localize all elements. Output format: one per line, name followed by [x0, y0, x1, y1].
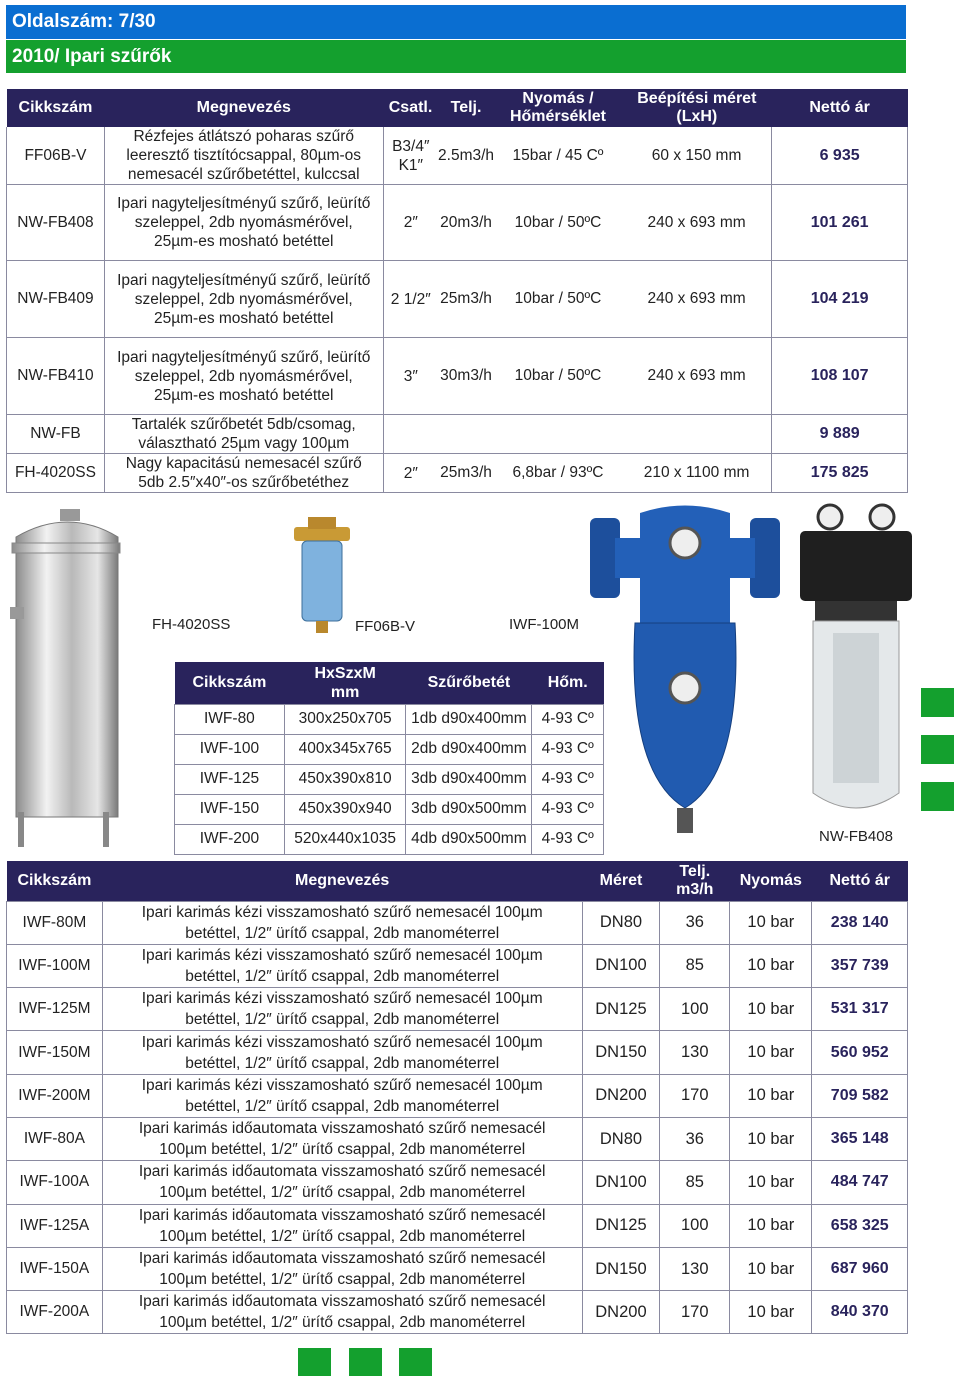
- product-code: IWF-125: [175, 764, 285, 794]
- fh-4020ss-image: [8, 507, 123, 852]
- nominal-size: DN80: [582, 901, 660, 944]
- col-header-code: Cikkszám: [7, 861, 103, 901]
- nominal-size: DN200: [582, 1291, 660, 1334]
- product-name: Ipari karimás időautomata visszamosható szűrő nemesacél 100µm betéttel, 1/2″ ürítő csappal, 2db manométerrel: [102, 1117, 582, 1160]
- pressure: 10 bar: [730, 1117, 812, 1160]
- product-code: IWF-150M: [7, 1031, 103, 1074]
- net-price: 104 219: [772, 261, 908, 338]
- page-number-banner: [6, 5, 906, 39]
- net-price: 560 952: [812, 1031, 908, 1074]
- product-name: Ipari karimás időautomata visszamosható szűrő nemesacél 100µm betéttel, 1/2″ ürítő csappal, 2db manométerrel: [102, 1291, 582, 1334]
- table-row: [7, 1204, 908, 1247]
- product-code: NW-FB410: [7, 338, 105, 415]
- flow-rate: 25m3/h: [438, 261, 494, 338]
- dimensions: 450x390x940: [284, 794, 406, 824]
- table-row: [7, 988, 908, 1031]
- table-row: [7, 1031, 908, 1074]
- install-size: [622, 415, 772, 454]
- iwf-100m-image: [585, 503, 785, 843]
- net-price: 840 370: [812, 1291, 908, 1334]
- iwf-flanged-table: [6, 861, 908, 1334]
- label-fh-4020ss: FH-4020SS: [152, 616, 231, 633]
- pressure-temperature: 15bar / 45 Cº: [494, 127, 622, 185]
- pressure: 10 bar: [730, 901, 812, 944]
- flow-rate: 130: [660, 1247, 730, 1290]
- table-row: [7, 1291, 908, 1334]
- nominal-size: DN100: [582, 1161, 660, 1204]
- iwf-dimensions-table: [174, 662, 604, 855]
- col-header-flow: Telj.: [438, 89, 494, 127]
- filter-insert: 1db d90x400mm: [406, 704, 532, 734]
- table-row: [175, 704, 604, 734]
- table-row: [7, 1074, 908, 1117]
- table-row: [7, 127, 908, 185]
- col-header-price: Nettó ár: [812, 861, 908, 901]
- product-code: FH-4020SS: [7, 454, 105, 493]
- dimensions: 520x440x1035: [284, 824, 406, 854]
- section-title-banner: [6, 40, 906, 73]
- ff06b-v-image: [292, 517, 352, 635]
- col-header-size: Méret: [582, 861, 660, 901]
- product-name: Ipari nagyteljesítményű szűrő, leürítő szeleppel, 2db nyomásmérővel, 25µm-es mosható betéttel: [104, 338, 383, 415]
- decor-square: [921, 688, 954, 717]
- table-row: [175, 824, 604, 854]
- table-row: [7, 185, 908, 261]
- nw-fb408-image: [795, 503, 915, 825]
- product-code: NW-FB409: [7, 261, 105, 338]
- nominal-size: DN80: [582, 1117, 660, 1160]
- product-name: Ipari karimás időautomata visszamosható szűrő nemesacél 100µm betéttel, 1/2″ ürítő csappal, 2db manométerrel: [102, 1247, 582, 1290]
- page-number: Oldalszám: 7/30: [12, 11, 156, 32]
- section-title: 2010/ Ipari szűrők: [12, 46, 172, 67]
- col-header-insert: Szűrőbetét: [406, 662, 532, 704]
- net-price: 709 582: [812, 1074, 908, 1117]
- product-code: IWF-100M: [7, 944, 103, 987]
- table-row: [7, 338, 908, 415]
- nominal-size: DN200: [582, 1074, 660, 1117]
- pressure: 10 bar: [730, 944, 812, 987]
- filter-insert: 3db d90x400mm: [406, 764, 532, 794]
- flow-rate: 85: [660, 1161, 730, 1204]
- net-price: 6 935: [772, 127, 908, 185]
- product-code: NW-FB: [7, 415, 105, 454]
- col-header-pressure: Nyomás: [730, 861, 812, 901]
- table-row: [175, 764, 604, 794]
- flow-rate: 100: [660, 988, 730, 1031]
- product-name: Ipari karimás kézi visszamosható szűrő nemesacél 100µm betéttel, 1/2″ ürítő csappal, 2db manométerrel: [102, 901, 582, 944]
- flow-rate: 2.5m3/h: [438, 127, 494, 185]
- table-row: [7, 454, 908, 493]
- flow-rate: 25m3/h: [438, 454, 494, 493]
- product-name: Ipari karimás kézi visszamosható szűrő nemesacél 100µm betéttel, 1/2″ ürítő csappal, 2db manométerrel: [102, 1074, 582, 1117]
- net-price: 357 739: [812, 944, 908, 987]
- table-row: [7, 415, 908, 454]
- product-code: IWF-125M: [7, 988, 103, 1031]
- table-row: [7, 261, 908, 338]
- label-ff06b-v: FF06B-V: [355, 618, 416, 635]
- pressure: 10 bar: [730, 1161, 812, 1204]
- net-price: 658 325: [812, 1204, 908, 1247]
- flow-rate: 170: [660, 1291, 730, 1334]
- dimensions: 400x345x765: [284, 734, 406, 764]
- col-header-pressure: Nyomás / Hőmérséklet: [494, 89, 622, 127]
- flow-rate: [438, 415, 494, 454]
- decor-square: [921, 735, 954, 764]
- decor-square: [921, 782, 954, 811]
- product-name: Ipari karimás kézi visszamosható szűrő nemesacél 100µm betéttel, 1/2″ ürítő csappal, 2db manométerrel: [102, 944, 582, 987]
- decor-square: [399, 1348, 432, 1376]
- product-code: IWF-150: [175, 794, 285, 824]
- col-header-name: Megnevezés: [104, 89, 383, 127]
- product-code: IWF-200M: [7, 1074, 103, 1117]
- pressure: 10 bar: [730, 1247, 812, 1290]
- product-name: Ipari karimás időautomata visszamosható szűrő nemesacél 100µm betéttel, 1/2″ ürítő csappal, 2db manométerrel: [102, 1161, 582, 1204]
- table-row: [7, 944, 908, 987]
- flow-rate: 36: [660, 901, 730, 944]
- install-size: 240 x 693 mm: [622, 261, 772, 338]
- temperature: 4-93 Cº: [532, 794, 604, 824]
- install-size: 210 x 1100 mm: [622, 454, 772, 493]
- connection: B3/4″ K1″: [383, 127, 438, 185]
- col-header-dimensions: HxSzxM mm: [284, 662, 406, 704]
- connection: 2″: [383, 185, 438, 261]
- product-code: IWF-100A: [7, 1161, 103, 1204]
- net-price: 238 140: [812, 901, 908, 944]
- product-code: NW-FB408: [7, 185, 105, 261]
- product-code: FF06B-V: [7, 127, 105, 185]
- dimensions: 450x390x810: [284, 764, 406, 794]
- dimensions: 300x250x705: [284, 704, 406, 734]
- pressure: 10 bar: [730, 1074, 812, 1117]
- product-name: Ipari nagyteljesítményű szűrő, leürítő szeleppel, 2db nyomásmérővel, 25µm-es mosható betéttel: [104, 185, 383, 261]
- filter-insert: 3db d90x500mm: [406, 794, 532, 824]
- pressure-temperature: 10bar / 50ºC: [494, 185, 622, 261]
- product-code: IWF-100: [175, 734, 285, 764]
- product-name: Nagy kapacitású nemesacél szűrő 5db 2.5″x40″-os szűrőbetéthez: [104, 454, 383, 493]
- flow-rate: 30m3/h: [438, 338, 494, 415]
- pressure: 10 bar: [730, 1031, 812, 1074]
- flow-rate: 170: [660, 1074, 730, 1117]
- product-code: IWF-150A: [7, 1247, 103, 1290]
- product-name: Tartalék szűrőbetét 5db/csomag, választható 25µm vagy 100µm: [104, 415, 383, 454]
- flow-rate: 100: [660, 1204, 730, 1247]
- product-name: Ipari karimás kézi visszamosható szűrő nemesacél 100µm betéttel, 1/2″ ürítő csappal, 2db manométerrel: [102, 988, 582, 1031]
- temperature: 4-93 Cº: [532, 704, 604, 734]
- table-row: [175, 734, 604, 764]
- product-name: Ipari nagyteljesítményű szűrő, leürítő szeleppel, 2db nyomásmérővel, 25µm-es mosható betéttel: [104, 261, 383, 338]
- filter-insert: 4db d90x500mm: [406, 824, 532, 854]
- pressure-temperature: 10bar / 50ºC: [494, 338, 622, 415]
- flow-rate: 130: [660, 1031, 730, 1074]
- filters-table: [6, 89, 908, 493]
- temperature: 4-93 Cº: [532, 764, 604, 794]
- connection: 2″: [383, 454, 438, 493]
- connection: 3″: [383, 338, 438, 415]
- nominal-size: DN150: [582, 1247, 660, 1290]
- pressure: 10 bar: [730, 988, 812, 1031]
- net-price: 531 317: [812, 988, 908, 1031]
- col-header-size: Beépítési méret (LxH): [622, 89, 772, 127]
- net-price: 9 889: [772, 415, 908, 454]
- connection: 2 1/2″: [383, 261, 438, 338]
- pressure-temperature: 10bar / 50ºC: [494, 261, 622, 338]
- table-row: [7, 1117, 908, 1160]
- net-price: 365 148: [812, 1117, 908, 1160]
- flow-rate: 85: [660, 944, 730, 987]
- nominal-size: DN125: [582, 1204, 660, 1247]
- pressure: 10 bar: [730, 1204, 812, 1247]
- pressure-temperature: [494, 415, 622, 454]
- install-size: 240 x 693 mm: [622, 185, 772, 261]
- product-code: IWF-200: [175, 824, 285, 854]
- col-header-name: Megnevezés: [102, 861, 582, 901]
- col-header-flow: Telj. m3/h: [660, 861, 730, 901]
- temperature: 4-93 Cº: [532, 824, 604, 854]
- product-name: Rézfejes átlátszó poharas szűrő leeresztő tisztítócsappal, 80µm-os nemesacél szűrőbetéttel, kulccsal: [104, 127, 383, 185]
- pressure: 10 bar: [730, 1291, 812, 1334]
- col-header-temperature: Hőm.: [532, 662, 604, 704]
- product-code: IWF-80M: [7, 901, 103, 944]
- product-code: IWF-200A: [7, 1291, 103, 1334]
- product-code: IWF-125A: [7, 1204, 103, 1247]
- nominal-size: DN150: [582, 1031, 660, 1074]
- product-name: Ipari karimás kézi visszamosható szűrő nemesacél 100µm betéttel, 1/2″ ürítő csappal, 2db manométerrel: [102, 1031, 582, 1074]
- connection: [383, 415, 438, 454]
- table-row: [7, 1247, 908, 1290]
- col-header-code: Cikkszám: [175, 662, 285, 704]
- install-size: 240 x 693 mm: [622, 338, 772, 415]
- nominal-size: DN100: [582, 944, 660, 987]
- net-price: 108 107: [772, 338, 908, 415]
- net-price: 101 261: [772, 185, 908, 261]
- nominal-size: DN125: [582, 988, 660, 1031]
- table-row: [7, 1161, 908, 1204]
- decor-square: [349, 1348, 382, 1376]
- product-name: Ipari karimás időautomata visszamosható szűrő nemesacél 100µm betéttel, 1/2″ ürítő csappal, 2db manométerrel: [102, 1204, 582, 1247]
- table-row: [7, 901, 908, 944]
- filter-insert: 2db d90x400mm: [406, 734, 532, 764]
- flow-rate: 20m3/h: [438, 185, 494, 261]
- temperature: 4-93 Cº: [532, 734, 604, 764]
- label-nw-fb408: NW-FB408: [819, 828, 893, 845]
- net-price: 484 747: [812, 1161, 908, 1204]
- col-header-connection: Csatl.: [383, 89, 438, 127]
- decor-square: [298, 1348, 331, 1376]
- product-code: IWF-80A: [7, 1117, 103, 1160]
- net-price: 687 960: [812, 1247, 908, 1290]
- table-row: [175, 794, 604, 824]
- col-header-price: Nettó ár: [772, 89, 908, 127]
- flow-rate: 36: [660, 1117, 730, 1160]
- product-code: IWF-80: [175, 704, 285, 734]
- install-size: 60 x 150 mm: [622, 127, 772, 185]
- col-header-code: Cikkszám: [7, 89, 105, 127]
- label-iwf-100m: IWF-100M: [509, 616, 580, 633]
- pressure-temperature: 6,8bar / 93ºC: [494, 454, 622, 493]
- net-price: 175 825: [772, 454, 908, 493]
